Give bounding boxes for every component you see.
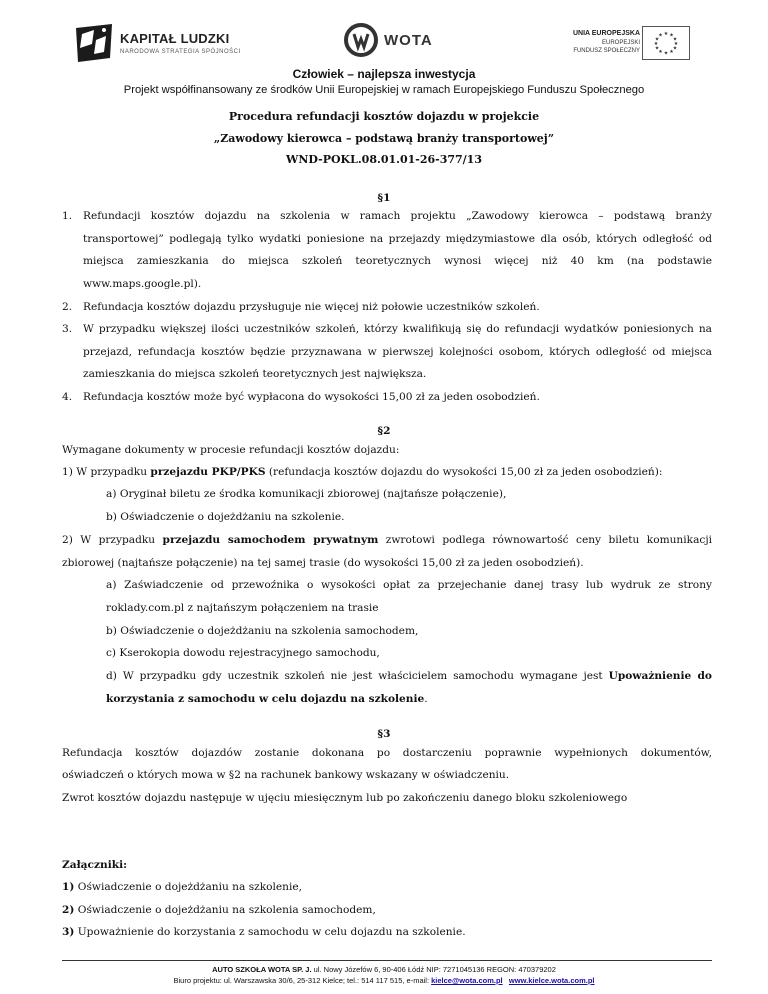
kapital-ludzki-subtitle: NARODOWA STRATEGIA SPÓJNOŚCI: [120, 49, 241, 55]
s2-case-2-bold: przejazdu samochodem prywatnym: [162, 534, 379, 546]
footer-office-line: [0, 976, 768, 985]
s1-item-3: [62, 318, 712, 386]
s1-item-3-line: przejazd, refundacja kosztów będzie przyznawana w pierwszej kolejności osobom, których odległość od miejsca: [83, 345, 712, 358]
s2-intro: Wymagane dokumenty w procesie refundacji kosztów dojazdu:: [62, 444, 400, 456]
s2-case-2-item-a-line-2: roklady.com.pl z najtańszym połączeniem na trasie: [106, 602, 379, 614]
eu-logo-line3: FUNDUSZ SPOŁECZNY: [573, 48, 640, 54]
footer-address: ul. Nowy Józefów 6, 90-406 Łódź NIP: 7271045136 REGON: 470379202: [311, 965, 556, 974]
s2-case-1: [62, 461, 712, 484]
s1-item-4: [62, 386, 712, 409]
attachment-item-3: [62, 921, 712, 944]
s2-case-2-item-d-line-2: [106, 688, 712, 711]
s2-case-1-item-a: a) Oryginał biletu ze środka komunikacji zbiorowej (najtańsze połączenie),: [106, 488, 507, 500]
s2-case-2-line-1: [62, 529, 712, 552]
section-2-heading: §2: [377, 425, 391, 437]
header-cofinancing: Projekt współfinansowany ze środków Unii Europejskiej w ramach Europejskiego Funduszu Społecznego: [123, 84, 645, 96]
svg-text:★: ★: [672, 36, 678, 43]
s2-case-2-item-b: b) Oświadczenie o dojeżdżaniu na szkolenia samochodem,: [106, 625, 419, 637]
svg-text:★: ★: [658, 49, 663, 55]
eu-logo-line1: UNIA EUROPEJSKA: [572, 30, 640, 37]
s2-case-2-item-d-end: .: [424, 693, 428, 705]
svg-text:★: ★: [654, 36, 660, 43]
s2-case-2-line-2: zbiorowej (najtańsze połączenie) na tej samej trasie (do wysokości 15,00 zł za jeden osobodzień).: [62, 557, 584, 569]
s2-case-2-item-d-bold-2: korzystania z samochodu w celu dojazdu na szkolenie: [106, 693, 425, 705]
s1-item-1-line: Refundacji kosztów dojazdu na szkolenia w ramach projektu „Zawodowy kierowca – podstawą branży: [83, 210, 712, 222]
s1-item-3-number: 3.: [62, 323, 73, 335]
s2-case-2-item-d-bold: Upoważnienie do: [608, 670, 712, 682]
footer-website-link[interactable]: www.kielce.wota.com.pl: [508, 976, 595, 985]
s1-item-1: [62, 205, 712, 295]
s1-item-3-line: W przypadku większej ilości uczestników szkoleń, którzy kwalifikują się do refundacji wydatków poniesionych na: [83, 323, 712, 335]
s2-case-2-item-d-text: d) W przypadku gdy uczestnik szkoleń nie jest właścicielem samochodu wymagane jest: [106, 670, 609, 682]
section-1-heading: §1: [377, 192, 391, 204]
s3-line-1: Refundacja kosztów dojazdów zostanie dokonana po dostarczeniu poprawnie wypełnionych dokumentów,: [62, 747, 712, 759]
s1-item-3-line: zamieszkania do miejsca szkoleń teoretycznych jest największa.: [83, 368, 427, 381]
s3-line-3: Zwrot kosztów dojazdu następuje w ujęciu miesięcznym lub po zakończeniu danego bloku szkoleniowego: [62, 792, 628, 804]
s2-case-1-prefix: 1) W przypadku: [62, 466, 151, 478]
s2-case-2-suffix: zwrotowi podlega równowartość ceny biletu komunikacji: [378, 534, 712, 546]
attachment-item-3-number: 3): [62, 926, 75, 938]
footer-divider: [62, 960, 712, 961]
svg-text:★: ★: [654, 45, 660, 52]
attachments-heading: Załączniki:: [62, 859, 128, 871]
s2-case-1-item-b: b) Oświadczenie o dojeżdżaniu na szkolenie.: [106, 511, 345, 523]
svg-text:★: ★: [669, 32, 674, 39]
wota-logo: [344, 23, 464, 59]
footer-company-name: AUTO SZKOŁA WOTA SP. J.: [212, 965, 312, 974]
s2-case-2-item-c: c) Kserokopia dowodu rejestracyjnego samochodu,: [106, 647, 380, 659]
s1-item-2-number: 2.: [62, 301, 73, 313]
section-3-heading: §3: [377, 728, 391, 740]
wota-logo-text: WOTA: [384, 32, 433, 49]
s2-case-2-item-a-line-1: a) Zaświadczenie od przewoźnika o wysokości opłat za przejechanie danej trasy lub wydruk ze strony: [106, 579, 712, 591]
svg-text:★: ★: [663, 50, 669, 57]
header-slogan: Człowiek – najlepsza inwestycja: [292, 67, 476, 81]
eu-flag-icon: [642, 26, 690, 60]
wota-emblem-icon: [344, 23, 378, 57]
s1-item-2-text: Refundacja kosztów dojazdu przysługuje nie więcej niż połowie uczestników szkoleń.: [83, 301, 540, 313]
svg-text:★: ★: [653, 41, 659, 47]
footer-email-link[interactable]: kielce@wota.com.pl: [431, 976, 503, 985]
s2-case-1-suffix: (refundacja kosztów dojazdu do wysokości 15,00 zł za jeden osobodzień):: [265, 466, 663, 478]
footer-office: Biuro projektu: ul. Warszawska 30/6, 25-312 Kielce; tel.: 514 117 515, e-mail:: [173, 976, 432, 985]
attachment-item-1: [62, 876, 712, 899]
s2-case-2-prefix: 2) W przypadku: [62, 534, 163, 546]
attachment-item-1-text: Oświadczenie o dojeżdżaniu na szkolenie,: [74, 881, 303, 893]
kapital-ludzki-flag-icon: [74, 24, 114, 62]
s3-line-2: oświadczeń o których mowa w §2 na rachunek bankowy wskazany w oświadczeniu.: [62, 769, 510, 781]
attachment-item-2-number: 2): [62, 904, 75, 916]
s1-item-1-line: www.maps.google.pl).: [83, 277, 202, 290]
svg-text:★: ★: [669, 49, 674, 55]
eu-logo: [560, 26, 690, 62]
attachment-item-2: [62, 899, 712, 922]
attachment-item-2-text: Oświadczenie o dojeżdżaniu na szkolenia samochodem,: [74, 904, 376, 916]
footer-company-line: [0, 965, 768, 974]
svg-text:★: ★: [663, 31, 669, 37]
document-code: WND-POKL.08.01.01-26-377/13: [285, 153, 482, 166]
svg-text:★: ★: [658, 32, 663, 39]
svg-text:★: ★: [673, 41, 679, 47]
kapital-ludzki-title: KAPITAŁ LUDZKI: [120, 31, 230, 46]
s1-item-1-line: transportowej” podlegają tylko wydatki poniesione na przejazdy międzymiastowe dla osób, których odległość od: [83, 232, 712, 245]
document-project-name: „Zawodowy kierowca – podstawą branży transportowej”: [213, 132, 555, 145]
svg-text:★: ★: [672, 45, 678, 52]
s1-item-2: [62, 296, 712, 319]
s2-case-2-item-d-line-1: [106, 665, 712, 688]
s1-item-4-text: Refundacja kosztów może być wypłacona do wysokości 15,00 zł za jeden osobodzień.: [83, 391, 540, 403]
s1-item-4-number: 4.: [62, 391, 73, 403]
s1-item-1-number: 1.: [62, 210, 73, 222]
kapital-ludzki-logo: [74, 24, 264, 64]
document-title: Procedura refundacji kosztów dojazdu w projekcie: [228, 110, 540, 123]
eu-logo-line2: EUROPEJSKI: [601, 40, 640, 46]
attachment-item-3-text: Upoważnienie do korzystania z samochodu w celu dojazdu na szkolenie.: [74, 926, 466, 938]
s1-item-1-line: miejsca zamieszkania do miejsca szkoleń teoretycznych wynosi więcej niż 40 km (na podstawie: [83, 255, 712, 268]
attachment-item-1-number: 1): [62, 881, 75, 893]
s2-case-1-bold: przejazdu PKP/PKS: [150, 466, 266, 478]
